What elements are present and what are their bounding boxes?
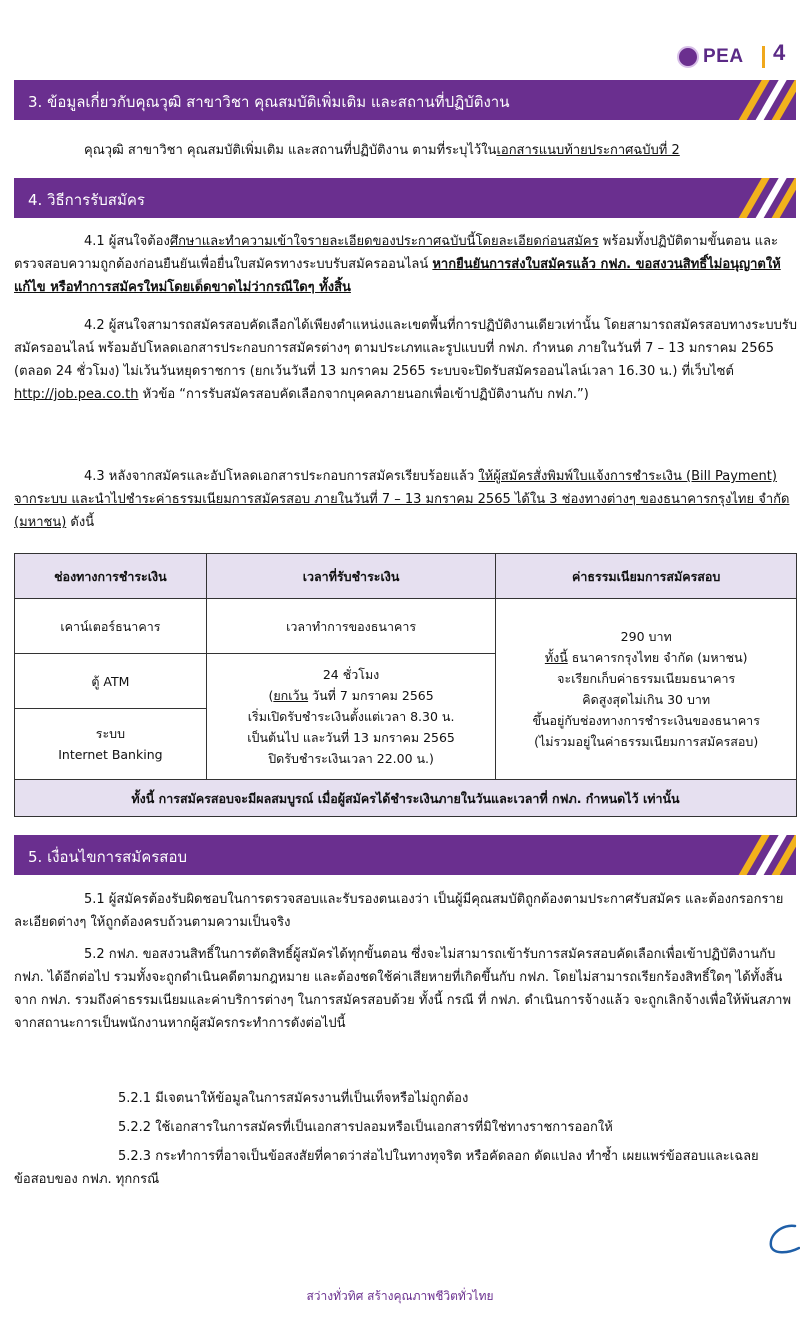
logo-text: PEA bbox=[703, 46, 744, 67]
table-header-row bbox=[15, 554, 797, 599]
paragraph-4-2: 4.2 ผู้สนใจสามารถสมัครสอบคัดเลือกได้เพียงตำแหน่งและเขตพื้นที่การปฏิบัติงานเดียวเท่านั้น โดยสามารถสมัครสอบทางระบบรับสมัครออนไลน์ พร้อมอัปโหลดเอกสารประกอบการสมัครต่างๆ ตามประเภทและรูปแบบที่ กฟภ. กำหนด ภายในวันที่ 7 – 13 มกราคม 2565 (ตลอด 24 ชั่วโมง) ไม่เว้นวันหยุดราชการ (ยกเว้นวันที่ 13 มกราคม 2565 ระบบจะปิดรับสมัครออนไลน์เวลา 16.30 น.) ที่เว็บไซต์ http://job.pea.co.th หัวข้อ “การรับสมัครสอบคัดเลือกจากบุคคลภายนอกเพื่อเข้าปฏิบัติงานกับ กฟภ.”) bbox=[14, 318, 798, 402]
section-3-paragraph bbox=[84, 139, 800, 162]
attachment-reference: เอกสารแนบท้ายประกาศฉบับที่ 2 bbox=[496, 143, 680, 158]
signature-mark-icon bbox=[765, 1222, 800, 1258]
time-cell: เวลาทำการของธนาคาร bbox=[206, 599, 496, 654]
footer-slogan: สว่างทั่วทิศ สร้างคุณภาพชีวิตทั่วไทย bbox=[306, 1289, 494, 1303]
paragraph-5-1: 5.1 ผู้สมัครต้องรับผิดชอบในการตรวจสอบและรับรองตนเองว่า เป็นผู้มีคุณสมบัติถูกต้องตามประกาศรับสมัคร และต้องกรอกรายละเอียดต่างๆ ให้ถูกต้องครบถ้วนตามความเป็นจริง bbox=[14, 892, 784, 930]
column-header: ค่าธรรมเนียมการสมัครสอบ bbox=[496, 554, 797, 599]
fee-cell: 290 บาท ทั้งนี้ ธนาคารกรุงไทย จำกัด (มหาชน) จะเรียกเก็บค่าธรรมเนียมธนาคาร คิดสูงสุดไม่เกิน 30 บาท ขึ้นอยู่กับช่องทางการชำระเงินของธนาคาร (ไม่รวมอยู่ในค่าธรรมเนียมการสมัครสอบ) bbox=[496, 599, 797, 780]
channel-cell: เคาน์เตอร์ธนาคาร bbox=[15, 599, 207, 654]
section-title: 4. วิธีการรับสมัคร bbox=[28, 191, 145, 209]
section-title: 5. เงื่อนไขการสมัครสอบ bbox=[28, 848, 187, 866]
section-4-header bbox=[14, 178, 796, 218]
section-3-header bbox=[14, 80, 796, 120]
paragraph-4-3: 4.3 หลังจากสมัครและอัปโหลดเอกสารประกอบการสมัครเรียบร้อยแล้ว ให้ผู้สมัครสั่งพิมพ์ใบแจ้งการชำระเงิน (Bill Payment) จากระบบ และนำไปชำระค่าธรรมเนียมการสมัครสอบ ภายในวันที่ 7 – 13 มกราคม 2565 ได้ใน 3 ช่องทางต่างๆ ของธนาคารกรุงไทย จำกัด (มหาชน) ดังนี้ bbox=[14, 469, 790, 530]
paragraph-5-2: 5.2 กฟภ. ขอสงวนสิทธิ์ในการตัดสิทธิ์ผู้สมัครได้ทุกขั้นตอน ซึ่งจะไม่สามารถเข้ารับการสมัครสอบคัดเลือกเพื่อเข้าปฏิบัติงานกับ กฟภ. ได้อีกต่อไป รวมทั้งจะถูกดำเนินคดีตามกฎหมาย และต้องชดใช้ค่าเสียหายที่เกิดขึ้นกับ กฟภ. โดยไม่สามารถเรียกร้องสิทธิ์ใดๆ ได้ทั้งสิ้นจาก กฟภ. รวมถึงค่าธรรมเนียมและค่าบริการต่างๆ ในการสมัครสอบด้วย ทั้งนี้ กรณี ที่ กฟภ. ดำเนินการจ้างแล้ว จะถูกเลิกจ้างเพื่อให้พ้นสภาพจากสถานะการเป็นพนักงานหากผู้สมัครกระทำการดังต่อไปนี้ bbox=[14, 947, 792, 1031]
payment-fee-table bbox=[14, 553, 797, 817]
time-cell: 24 ชั่วโมง (ยกเว้น วันที่ 7 มกราคม 2565 เริ่มเปิดรับชำระเงินตั้งแต่เวลา 8.30 น. เป็นต้นไป และวันที่ 13 มกราคม 2565 ปิดรับชำระเงินเวลา 22.00 น.) bbox=[206, 654, 496, 780]
pea-logo bbox=[677, 42, 767, 72]
paragraph-text: คุณวุฒิ สาขาวิชา คุณสมบัติเพิ่มเติม และสถานที่ปฏิบัติงาน ตามที่ระบุไว้ใน bbox=[84, 143, 497, 158]
table-note: ทั้งนี้ การสมัครสอบจะมีผลสมบูรณ์ เมื่อผู้สมัครได้ชำระเงินภายในวันและเวลาที่ กฟภ. กำหนดไว้ เท่านั้น bbox=[15, 780, 797, 817]
paragraph-5-2-2: 5.2.2 ใช้เอกสารในการสมัครที่เป็นเอกสารปลอมหรือเป็นเอกสารที่มิใช่ทางราชการออกให้ bbox=[118, 1120, 613, 1135]
job-website-link[interactable]: http://job.pea.co.th bbox=[14, 387, 139, 402]
section-title: 3. ข้อมูลเกี่ยวกับคุณวุฒิ สาขาวิชา คุณสมบัติเพิ่มเติม และสถานที่ปฏิบัติงาน bbox=[28, 93, 510, 111]
paragraph-5-2-1: 5.2.1 มีเจตนาให้ข้อมูลในการสมัครงานที่เป็นเท็จหรือไม่ถูกต้อง bbox=[118, 1091, 469, 1106]
header-divider bbox=[762, 46, 765, 68]
pea-emblem-icon bbox=[677, 46, 699, 68]
channel-cell: ตู้ ATM bbox=[15, 654, 207, 709]
column-header: เวลาที่รับชำระเงิน bbox=[206, 554, 496, 599]
column-header: ช่องทางการชำระเงิน bbox=[15, 554, 207, 599]
table-row bbox=[15, 599, 797, 654]
paragraph-4-1: 4.1 ผู้สนใจต้องศึกษาและทำความเข้าใจรายละเอียดของประกาศฉบับนี้โดยละเอียดก่อนสมัคร พร้อมทั้งปฏิบัติตามขั้นตอน และตรวจสอบความถูกต้องก่อนยืนยันเพื่อยื่นใบสมัครทางระบบรับสมัครออนไลน์ หากยืนยันการส่งใบสมัครแล้ว กฟภ. ขอสงวนสิทธิ์ไม่อนุญาตให้แก้ไข หรือทำการสมัครใหม่โดยเด็ดขาดไม่ว่ากรณีใดๆ ทั้งสิ้น bbox=[14, 234, 781, 295]
page-number: 4 bbox=[773, 40, 786, 65]
channel-cell: ระบบ Internet Banking bbox=[15, 709, 207, 780]
section-5-header bbox=[14, 835, 796, 875]
paragraph-5-2-3: 5.2.3 กระทำการที่อาจเป็นข้อสงสัยที่คาดว่าส่อไปในทางทุจริต หรือคัดลอก ดัดแปลง ทำซ้ำ เผยแพร่ข้อสอบและเฉลยข้อสอบของ กฟภ. ทุกกรณี bbox=[14, 1149, 759, 1187]
table-note-row bbox=[15, 780, 797, 817]
